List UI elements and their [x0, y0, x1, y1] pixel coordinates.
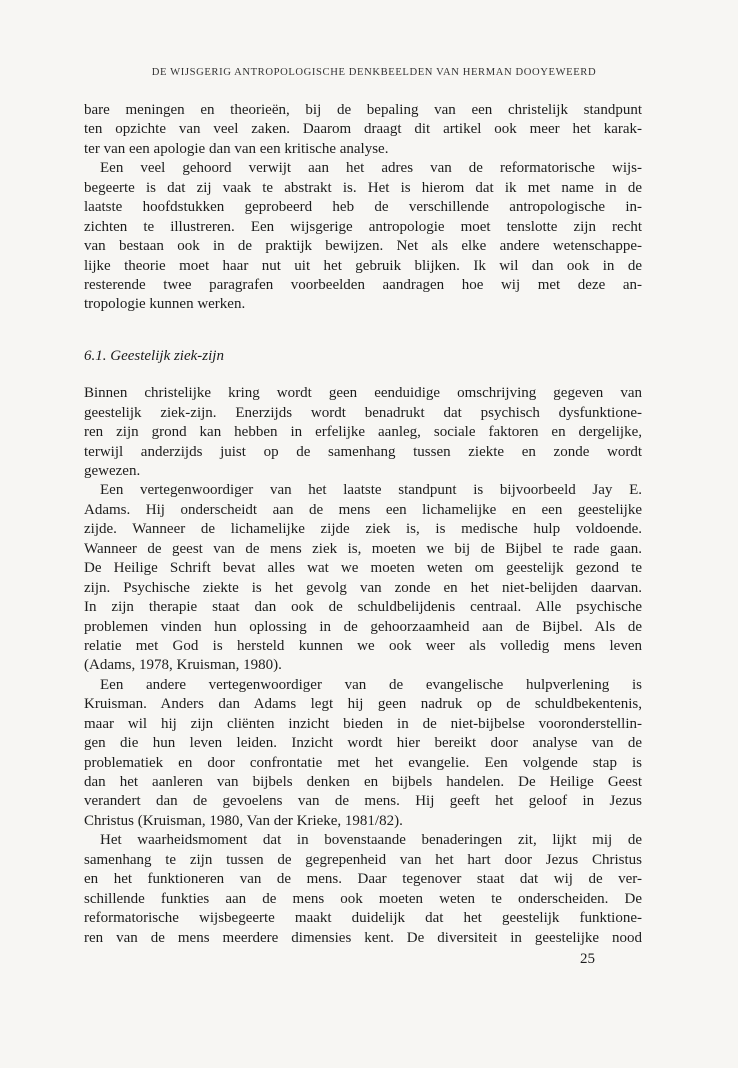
text-line: relatie met God is hersteld kunnen we ook weer als volledig mens leven: [84, 637, 642, 654]
text-line: samenhang te zijn tussen de gegrepenheid van het hart door Jezus Christus: [84, 851, 642, 868]
text-line: laatste hoofdstukken geprobeerd heb de verschillende antropologische in-: [84, 199, 642, 216]
text-line: terwijl anderzijds juist op de samenhang tussen ziekte en zonde wordt: [84, 443, 642, 460]
text-line: geestelijk ziek-zijn. Enerzijds wordt benadrukt dat psychisch dysfunktione-: [84, 404, 642, 421]
text-line: (Adams, 1978, Kruisman, 1980).: [84, 657, 282, 674]
text-line: verandert dan de gevoelens van de mens. Hij geeft het geloof in Jezus: [84, 793, 642, 810]
section-spacer-top: [84, 315, 642, 347]
section-heading: 6.1. Geestelijk ziek-zijn: [84, 347, 224, 364]
text-line: dan het aanleren van bijbels denken en bijbels handelen. De Heilige Geest: [84, 774, 642, 790]
paragraph: [84, 676, 642, 832]
text-line: begeerte is dat zij vaak te abstrakt is. Het is hierom dat ik met name in de: [84, 179, 642, 196]
text-line: ren van de mens meerdere dimensies kent. De diversiteit in geestelijke nood: [84, 929, 642, 946]
paragraphs-before-heading: [84, 101, 642, 315]
paragraph: [84, 101, 642, 159]
text-line: maar wil hij zijn cliënten inzicht bieden in de niet-bijbelse vooronderstellin-: [84, 715, 642, 732]
text-line: De Heilige Schrift bevat alles wat we moeten weten om geestelijk gezond te: [84, 560, 642, 577]
text-line: Een andere vertegenwoordiger van de evangelische hulpverlening is: [100, 676, 642, 693]
text-line: zichten te illustreren. Een wijsgerige antropologie moet tenslotte zijn recht: [84, 218, 642, 235]
text-line: lijke theorie moet haar nut uit het gebruik blijken. Ik wil dan ook in de: [84, 257, 642, 274]
running-header: DE WIJSGERIG ANTROPOLOGISCHE DENKBEELDEN VAN HERMAN DOOYEWEERD: [151, 67, 597, 78]
text-line: schillende funkties aan de mens ook moeten weten te onderscheiden. De: [84, 890, 642, 907]
text-line: en het funktioneren van de mens. Daar tegenover staat dat wij de ver-: [84, 871, 642, 888]
text-line: Kruisman. Anders dan Adams legt hij geen nadruk op de schuldbekentenis,: [84, 696, 642, 713]
paragraph: [84, 384, 642, 481]
text-line: tropologie kunnen werken.: [84, 296, 246, 313]
paragraph: [84, 481, 642, 675]
text-line: problemen vinden hun oplossing in de gehoorzaamheid aan de Bijbel. Als de: [84, 618, 642, 635]
text-line: Een veel gehoord verwijt aan het adres van de reformatorische wijs-: [100, 160, 642, 177]
text-line: Het waarheidsmoment dat in bovenstaande benaderingen zit, lijkt mij de: [100, 832, 642, 849]
text-line: In zijn therapie staat dan ook de schuldbelijdenis centraal. Alle psychische: [84, 599, 642, 616]
text-line: bare meningen en theorieën, bij de bepaling van een christelijk standpunt: [84, 102, 642, 118]
text-line: reformatorische wijsbegeerte maakt duidelijk dat het geestelijk funktione-: [84, 910, 642, 927]
section-spacer-bottom: [84, 366, 642, 384]
text-line: ter van een apologie dan van een kritische analyse.: [84, 140, 389, 157]
text-line: problematiek en door confrontatie met het evangelie. Een volgende stap is: [84, 754, 642, 771]
paragraph: [84, 831, 642, 948]
text-line: ren zijn grond kan hebben in erfelijke aanleg, sociale faktoren en dergelijke,: [84, 424, 642, 441]
text-line: gewezen.: [84, 463, 141, 479]
text-line: zijde. Wanneer de lichamelijke zijde ziek is, is medische hulp voldoende.: [84, 521, 642, 538]
text-line: ten opzichte van veel zaken. Daarom draagt dit artikel ook meer het karak-: [84, 121, 642, 138]
paragraph: [84, 159, 642, 315]
text-line: gen die hun leven leiden. Inzicht wordt hier bereikt door analyse van de: [84, 735, 642, 752]
text-line: resterende twee paragrafen voorbeelden aandragen hoe wij met deze an-: [84, 276, 642, 293]
text-line: Christus (Kruisman, 1980, Van der Krieke, 1981/82).: [84, 812, 403, 829]
text-line: Een vertegenwoordiger van het laatste standpunt is bijvoorbeeld Jay E.: [100, 482, 642, 499]
text-line: Adams. Hij onderscheidt aan de mens een lichamelijke en een geestelijke: [84, 501, 642, 518]
page-number: 25: [580, 951, 595, 967]
text-line: zijn. Psychische ziekte is het gevolg van zonde en het niet-belijden daarvan.: [84, 579, 642, 596]
body-text: [84, 101, 642, 948]
text-line: Wanneer de geest van de mens ziek is, moeten we bij de Bijbel te rade gaan.: [84, 540, 642, 557]
text-line: Binnen christelijke kring wordt geen eenduidige omschrijving gegeven van: [84, 385, 642, 402]
paragraphs-after-heading: [84, 384, 642, 948]
text-line: van bestaan ook in de praktijk bewijzen. Net als elke andere wetenschappe-: [84, 238, 642, 255]
